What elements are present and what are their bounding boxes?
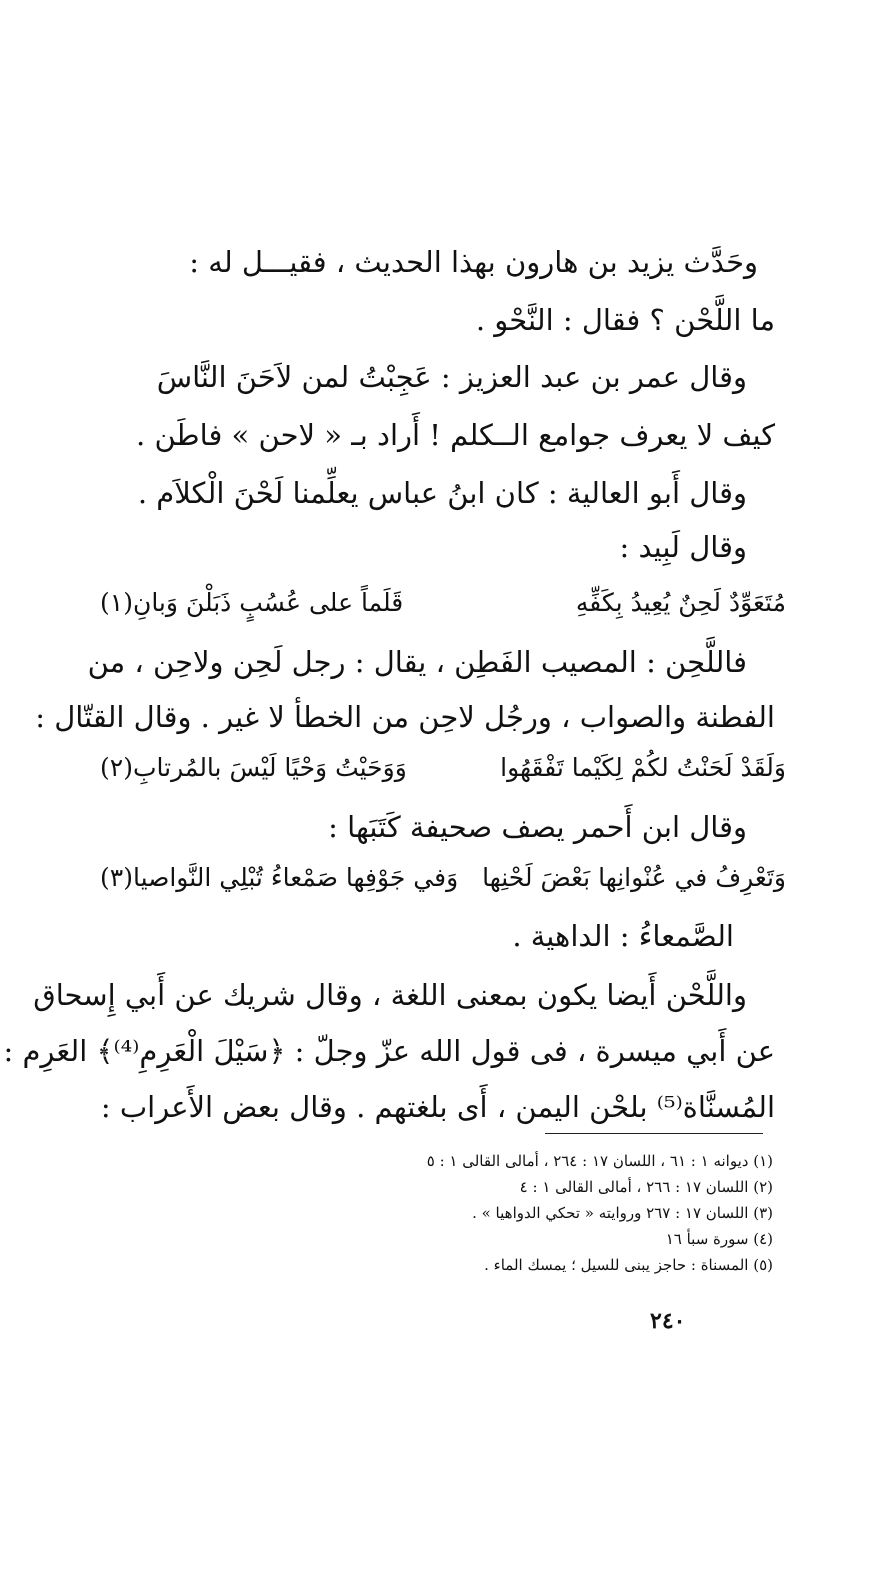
text-line: واللَّحْن أَيضا يكون بمعنى اللغة ، وقال شريك عن أَبي إِسحاق <box>33 978 747 1012</box>
footnote: (٥) المسناة : حاجز يبنى للسيل ؛ يمسك الماء . <box>484 1256 773 1274</box>
text-line: كيف لا يعرف جوامع الــكلم ! أَراد بـ « لاحن » فاطَن . <box>136 418 775 452</box>
verse-second-hemistich: وَوَحَيْتُ وَحْيًا لَيْسَ بالمُرتابِ(٢) <box>100 753 407 782</box>
text-line: الفطنة والصواب ، ورجُل لاحِن من الخطأ لا غير . وقال القتّال : <box>35 700 775 734</box>
poem-verse <box>100 858 786 898</box>
footnote: (٤) سورة سبأ ١٦ <box>665 1230 773 1248</box>
footnote: (١) ديوانه ١ : ٦١ ، اللسان ١٧ : ٢٦٤ ، أمالى القالى ١ : ٥ <box>426 1152 773 1170</box>
text-line: وقال أَبو العالية : كان ابنُ عباس يعلِّمنا لَحْنَ الْكلاَم . <box>137 476 747 510</box>
footnote: (٢) اللسان ١٧ : ٢٦٦ ، أمالى القالى ١ : ٤ <box>519 1178 773 1196</box>
verse-first-hemistich: وَتَعْرِفُ في عُنْوانِها بَعْضَ لَحْنِها <box>482 863 786 892</box>
verse-first-hemistich: وَلَقَدْ لَحَنْتُ لكُمْ لِكَيْما تَفْقَهُوا <box>500 753 786 782</box>
text-line: الصَّمعاءُ : الداهية . <box>512 919 734 953</box>
verse-second-hemistich: قَلَماً على عُسُبٍ ذَبَلْنَ وَبانِ(١) <box>100 588 404 617</box>
text-line: وقال ابن أَحمر يصف صحيفة كَتَبَها : <box>328 810 747 844</box>
poem-verse <box>100 748 786 788</box>
verse-second-hemistich: وَفي جَوْفِها صَمْعاءُ تُبْلِي النَّواصيا(٣) <box>100 863 459 892</box>
text-line: فاللَّحِن : المصيب الفَطِن ، يقال : رجل لَحِن ولاحِن ، من <box>87 645 747 679</box>
text-line: المُسنَّاة⁽⁵⁾ بلحْن اليمن ، أَى بلغتهم . وقال بعض الأَعراب : <box>100 1090 775 1124</box>
text-line: عن أَبي ميسرة ، فى قول الله عزّ وجلّ : ﴿سَيْلَ الْعَرِمِ⁽⁴⁾﴾ العَرِم : <box>3 1034 775 1068</box>
text-line: وقال لَبِيد : <box>619 530 747 564</box>
poem-verse <box>100 583 786 623</box>
page-number: ٢٤٠ <box>650 1308 686 1334</box>
text-line: وقال عمر بن عبد العزيز : عَجِبْتُ لمن لاَحَنَ النَّاسَ <box>156 360 747 394</box>
footnote-divider <box>545 1133 763 1134</box>
footnote: (٣) اللسان ١٧ : ٢٦٧ وروايته « تحكي الدواهيا » . <box>472 1204 773 1222</box>
text-line: ما اللَّحْن ؟ فقال : النَّحْو . <box>475 303 775 337</box>
text-line: وحَدَّث يزيد بن هارون بهذا الحديث ، فقيـــل له : <box>189 245 758 279</box>
verse-first-hemistich: مُتَعَوِّدٌ لَحِنٌ يُعِيدُ بِكَفِّهِ <box>575 588 786 617</box>
